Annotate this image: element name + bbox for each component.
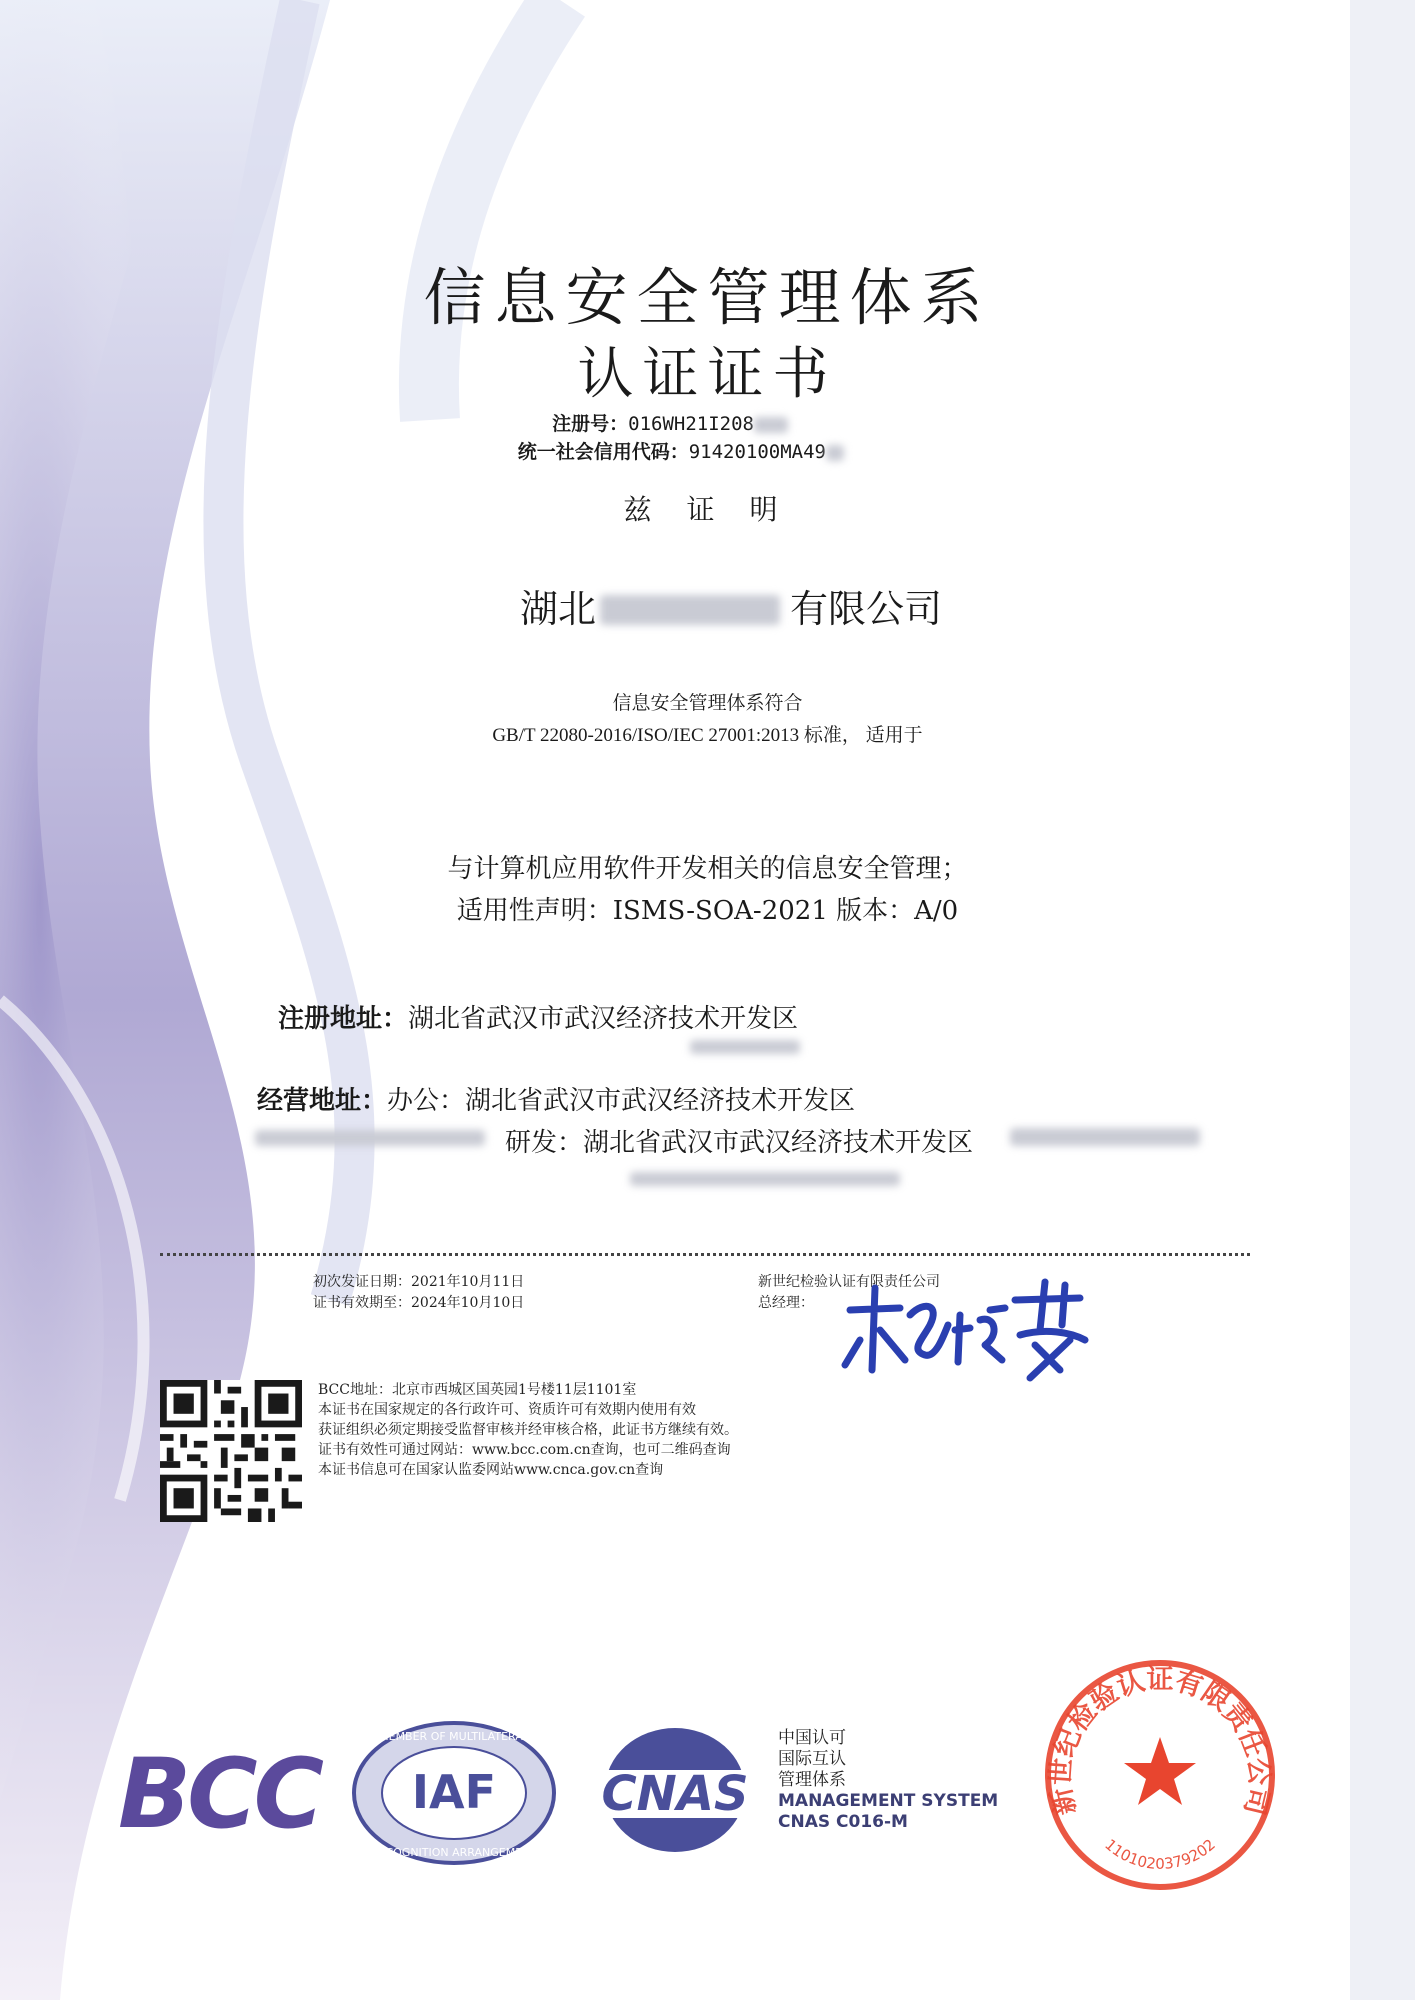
scope-line1: 与计算机应用软件开发相关的信息安全管理；	[447, 854, 968, 884]
registration-label: 注册号：	[552, 413, 629, 435]
business-address-label: 经营地址：	[257, 1085, 388, 1115]
standard-line1: 信息安全管理体系符合	[612, 693, 803, 714]
certificate-notes	[318, 1380, 738, 1480]
redacted-mark	[754, 417, 788, 433]
company-name-prefix: 湖北	[520, 587, 597, 631]
qr-code-icon[interactable]	[160, 1380, 302, 1522]
redacted-address-line	[690, 1040, 800, 1054]
registration-number	[0, 409, 788, 436]
redacted-mark	[826, 445, 844, 461]
bcc-logo: BCC	[118, 1738, 321, 1850]
redacted-address-line	[1010, 1128, 1200, 1146]
company-seal	[1040, 1655, 1280, 1895]
iaf-ring-bottom: RECOGNITION ARRANGEMENT	[370, 1846, 538, 1859]
cnas-text: CNAS	[601, 1766, 749, 1822]
issuer-company: 新世纪检验认证有限责任公司	[758, 1274, 940, 1290]
certificate-title-line1: 信息安全管理体系	[423, 261, 992, 334]
date-block	[313, 1272, 524, 1314]
note-line: 本证书在国家规定的各行政许可、资质许可有效期内使用有效	[318, 1402, 696, 1418]
note-line: 获证组织必须定期接受监督审核并经审核合格，此证书方继续有效。	[318, 1422, 738, 1438]
credit-code	[0, 437, 844, 464]
registered-address	[278, 998, 798, 1035]
business-address-rd: 研发：湖北省武汉市武汉经济技术开发区	[505, 1127, 974, 1157]
registration-value: 016WH21I208	[628, 413, 754, 435]
cnas-cn-line: 中国认可	[778, 1728, 846, 1748]
valid-until-date: 证书有效期至：2024年10月10日	[313, 1295, 525, 1311]
company-name-suffix: 有限公司	[790, 587, 943, 631]
iaf-text: IAF	[411, 1765, 497, 1819]
note-line: BCC地址：北京市西城区国英园1号楼11层1101室	[318, 1382, 637, 1398]
iaf-ring-top: MEMBER OF MULTILATERAL	[379, 1730, 529, 1743]
first-issue-date: 初次发证日期：2021年10月11日	[313, 1274, 525, 1290]
note-line: 本证书信息可在国家认监委网站www.cnca.gov.cn查询	[318, 1462, 664, 1478]
cnas-cn-line: 国际互认	[778, 1749, 846, 1769]
cnas-en-line: MANAGEMENT SYSTEM	[778, 1791, 999, 1811]
redacted-address-line	[630, 1172, 900, 1186]
iaf-logo	[350, 1718, 558, 1868]
business-address-office: 办公：湖北省武汉市武汉经济技术开发区	[387, 1085, 856, 1115]
scope-line2: 适用性声明：ISMS-SOA-2021 版本：A/0	[456, 896, 959, 926]
business-address	[257, 1080, 855, 1117]
seal-text: 新世纪检验认证有限责任公司	[1045, 1664, 1275, 1818]
svg-text:1101020379202	[1101, 1835, 1219, 1872]
credit-code-value: 91420100MA49	[688, 441, 826, 463]
seal-number: 1101020379202	[1101, 1835, 1219, 1873]
credit-code-label: 统一社会信用代码：	[517, 441, 689, 463]
cnas-cn-line: 管理体系	[778, 1770, 846, 1790]
cnas-en-line: CNAS C016-M	[778, 1812, 908, 1832]
dotted-divider	[160, 1253, 1250, 1256]
cnas-logo	[585, 1720, 765, 1860]
hereby-certify: 兹 证 明	[623, 495, 792, 526]
company-name-redacted	[600, 595, 780, 625]
cnas-caption	[778, 1728, 998, 1833]
redacted-address-line	[255, 1130, 485, 1146]
manager-signature	[830, 1270, 1110, 1390]
standard-line2: GB/T 22080-2016/ISO/IEC 27001:2013 标准， 适用于	[492, 725, 923, 746]
registered-address-label: 注册地址：	[278, 1003, 409, 1033]
note-line: 证书有效性可通过网站：www.bcc.com.cn查询，也可二维码查询	[318, 1442, 731, 1458]
registered-address-value: 湖北省武汉市武汉经济技术开发区	[408, 1003, 799, 1033]
certificate-title-line2: 认证证书	[577, 342, 838, 407]
manager-label: 总经理：	[758, 1295, 814, 1311]
